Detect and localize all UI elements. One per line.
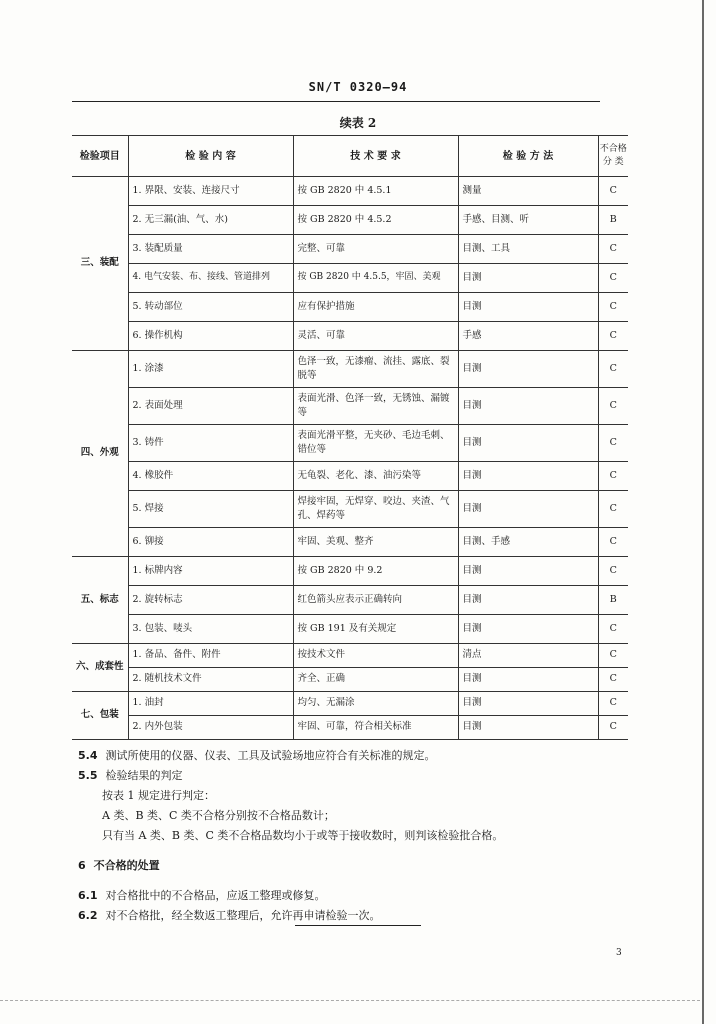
table-row xyxy=(72,293,628,322)
class-cell: B xyxy=(598,586,628,615)
content-cell: 4. 电气安装、布、接线、管道排列 xyxy=(128,264,293,293)
clause-number: 6.2 xyxy=(78,909,98,922)
scan-bottom-edge xyxy=(0,1000,700,1001)
method-cell: 目测、工具 xyxy=(458,235,598,264)
class-cell: B xyxy=(598,206,628,235)
class-cell: C xyxy=(598,235,628,264)
class-cell: C xyxy=(598,388,628,425)
requirement-cell: 应有保护措施 xyxy=(293,293,458,322)
clause-6-1 xyxy=(78,886,638,906)
table-row xyxy=(72,644,628,668)
clause-text: 测试所使用的仪器、仪表、工具及试验场地应符合有关标准的规定。 xyxy=(105,749,436,762)
method-cell: 目测 xyxy=(458,462,598,491)
content-cell: 2. 内外包装 xyxy=(128,716,293,740)
table-row xyxy=(72,235,628,264)
class-cell: C xyxy=(598,322,628,351)
method-cell: 目测 xyxy=(458,293,598,322)
method-cell: 目测 xyxy=(458,692,598,716)
table-row xyxy=(72,177,628,206)
group-cell: 五、标志 xyxy=(72,557,128,644)
class-cell: C xyxy=(598,351,628,388)
section-title: 不合格的处置 xyxy=(93,859,160,872)
table-row xyxy=(72,557,628,586)
method-cell: 手感、目测、听 xyxy=(458,206,598,235)
clause-number: 5.4 xyxy=(78,749,98,762)
requirement-cell: 均匀、无漏涂 xyxy=(293,692,458,716)
class-cell: C xyxy=(598,716,628,740)
content-cell: 2. 表面处理 xyxy=(128,388,293,425)
clause-text: 对合格批中的不合格品，应返工整理或修复。 xyxy=(105,889,326,902)
header-class: 不合格分 类 xyxy=(598,136,628,177)
requirement-cell: 齐全、正确 xyxy=(293,668,458,692)
group-cell: 六、成套性 xyxy=(72,644,128,692)
table-row xyxy=(72,716,628,740)
content-cell: 3. 包装、唛头 xyxy=(128,615,293,644)
content-cell: 2. 旋转标志 xyxy=(128,586,293,615)
table-row xyxy=(72,491,628,528)
table-row xyxy=(72,462,628,491)
class-cell: C xyxy=(598,644,628,668)
content-cell: 6. 铆接 xyxy=(128,528,293,557)
clause-text: 对不合格批，经全数返工整理后，允许再申请检验一次。 xyxy=(105,909,381,922)
requirement-cell: 完整、可靠 xyxy=(293,235,458,264)
header-item: 检验项目 xyxy=(72,136,128,177)
section-6-heading xyxy=(78,856,638,876)
header-rule xyxy=(72,101,600,102)
table-row xyxy=(72,206,628,235)
method-cell: 目测 xyxy=(458,388,598,425)
clause-text: 检验结果的判定 xyxy=(105,769,183,782)
requirement-cell: 色泽一致，无漆瘤、流挂、露底、裂脱等 xyxy=(293,351,458,388)
content-cell: 5. 焊接 xyxy=(128,491,293,528)
class-cell: C xyxy=(598,425,628,462)
table-row xyxy=(72,692,628,716)
requirement-cell: 灵活、可靠 xyxy=(293,322,458,351)
requirement-cell: 焊接牢固，无焊穿、咬边、夹渣、气孔、焊药等 xyxy=(293,491,458,528)
inspection-table xyxy=(72,135,628,740)
clause-number: 5.5 xyxy=(78,769,98,782)
paragraph: A 类、B 类、C 类不合格分别按不合格品数计； xyxy=(102,809,335,822)
class-cell: C xyxy=(598,557,628,586)
clause-5-4 xyxy=(78,746,638,766)
requirement-cell: 无龟裂、老化、漆、油污染等 xyxy=(293,462,458,491)
class-cell: C xyxy=(598,692,628,716)
requirement-cell: 按 GB 191 及有关规定 xyxy=(293,615,458,644)
table-row xyxy=(72,264,628,293)
page-number: 3 xyxy=(616,948,622,958)
class-cell: C xyxy=(598,264,628,293)
requirement-cell: 按 GB 2820 中 4.5.2 xyxy=(293,206,458,235)
table-row xyxy=(72,615,628,644)
method-cell: 目测 xyxy=(458,264,598,293)
requirement-cell: 牢固、可靠，符合相关标准 xyxy=(293,716,458,740)
scan-edge xyxy=(702,0,704,1024)
clause-5-5 xyxy=(78,766,638,786)
method-cell: 目测 xyxy=(458,668,598,692)
method-cell: 手感 xyxy=(458,322,598,351)
requirement-cell: 按 GB 2820 中 4.5.1 xyxy=(293,177,458,206)
header-requirement: 技 术 要 求 xyxy=(293,136,458,177)
group-cell: 四、外观 xyxy=(72,351,128,557)
content-cell: 1. 备品、备件、附件 xyxy=(128,644,293,668)
content-cell: 1. 标牌内容 xyxy=(128,557,293,586)
requirement-cell: 按 GB 2820 中 4.5.5，牢固、美观 xyxy=(293,264,458,293)
content-cell: 1. 油封 xyxy=(128,692,293,716)
paragraph: 按表 1 规定进行判定： xyxy=(102,789,215,802)
content-cell: 4. 橡胶件 xyxy=(128,462,293,491)
end-rule xyxy=(295,925,421,926)
table-row xyxy=(72,528,628,557)
requirement-cell: 按 GB 2820 中 9.2 xyxy=(293,557,458,586)
class-cell: C xyxy=(598,615,628,644)
group-cell: 七、包装 xyxy=(72,692,128,740)
requirement-cell: 表面光滑平整，无夹砂、毛边毛刺、错位等 xyxy=(293,425,458,462)
table-caption: 续表 2 xyxy=(339,116,377,130)
header-content: 检 验 内 容 xyxy=(128,136,293,177)
method-cell: 目测 xyxy=(458,615,598,644)
requirement-cell: 牢固、美观、整齐 xyxy=(293,528,458,557)
table-row xyxy=(72,388,628,425)
method-cell: 测量 xyxy=(458,177,598,206)
requirement-cell: 红色箭头应表示正确转向 xyxy=(293,586,458,615)
content-cell: 2. 随机技术文件 xyxy=(128,668,293,692)
class-cell: C xyxy=(598,293,628,322)
method-cell: 目测 xyxy=(458,557,598,586)
table-row xyxy=(72,425,628,462)
requirement-cell: 表面光滑、色泽一致，无锈蚀、漏镀等 xyxy=(293,388,458,425)
body-text xyxy=(78,746,638,926)
content-cell: 5. 转动部位 xyxy=(128,293,293,322)
method-cell: 目测 xyxy=(458,351,598,388)
class-cell: C xyxy=(598,528,628,557)
requirement-cell: 按技术文件 xyxy=(293,644,458,668)
table-row xyxy=(72,351,628,388)
header-method: 检 验 方 法 xyxy=(458,136,598,177)
section-number: 6 xyxy=(78,859,86,872)
content-cell: 3. 装配质量 xyxy=(128,235,293,264)
class-cell: C xyxy=(598,668,628,692)
content-cell: 6. 操作机构 xyxy=(128,322,293,351)
class-cell: C xyxy=(598,491,628,528)
method-cell: 目测、手感 xyxy=(458,528,598,557)
content-cell: 1. 界限、安装、连接尺寸 xyxy=(128,177,293,206)
method-cell: 目测 xyxy=(458,425,598,462)
clause-number: 6.1 xyxy=(78,889,98,902)
group-cell: 三、装配 xyxy=(72,177,128,351)
method-cell: 目测 xyxy=(458,491,598,528)
class-cell: C xyxy=(598,177,628,206)
class-cell: C xyxy=(598,462,628,491)
clause-6-2 xyxy=(78,906,638,926)
table-row xyxy=(72,322,628,351)
table-row xyxy=(72,668,628,692)
paragraph: 只有当 A 类、B 类、C 类不合格品数均小于或等于接收数时，则判该检验批合格。 xyxy=(102,829,504,842)
method-cell: 清点 xyxy=(458,644,598,668)
document-code: SN/T 0320—94 xyxy=(308,80,408,94)
table-row xyxy=(72,586,628,615)
content-cell: 2. 无三漏(油、气、水) xyxy=(128,206,293,235)
table-header-row xyxy=(72,136,628,177)
content-cell: 3. 铸件 xyxy=(128,425,293,462)
method-cell: 目测 xyxy=(458,586,598,615)
method-cell: 目测 xyxy=(458,716,598,740)
content-cell: 1. 涂漆 xyxy=(128,351,293,388)
